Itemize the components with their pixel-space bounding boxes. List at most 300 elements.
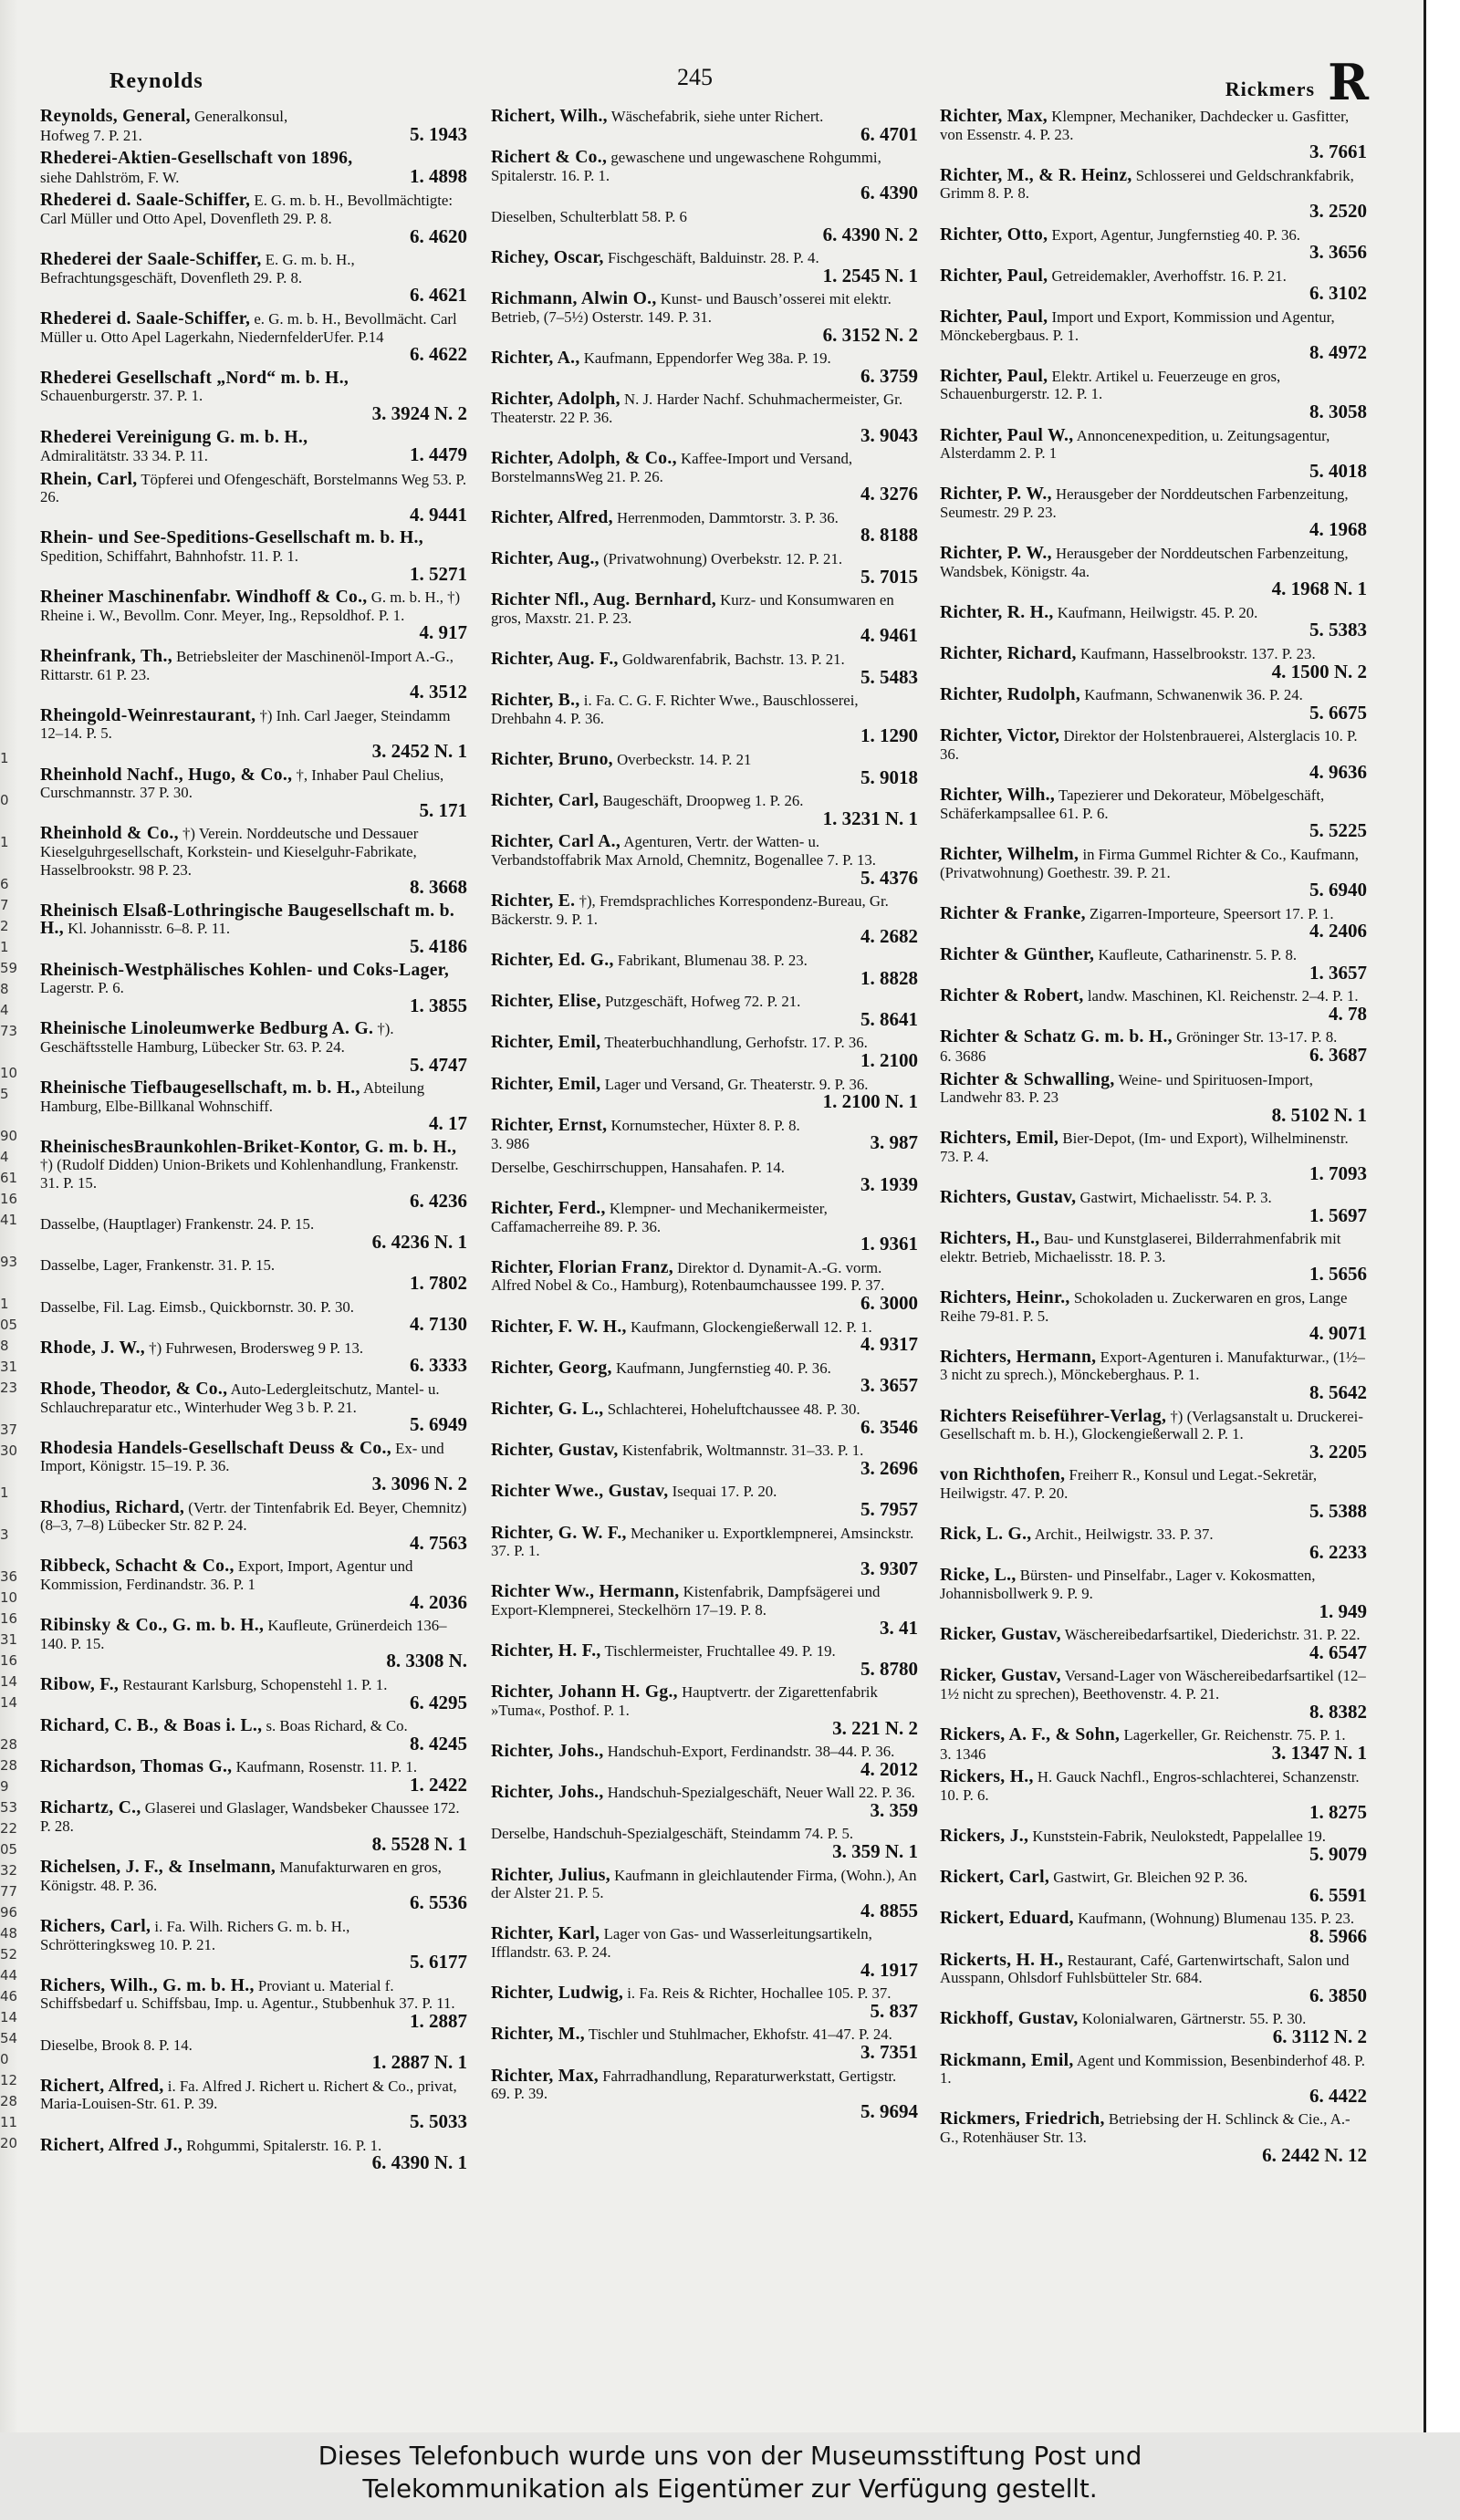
directory-entry xyxy=(40,1298,467,1334)
entry-line xyxy=(40,683,467,702)
phone-number: 6. 4622 xyxy=(410,343,467,366)
directory-entry xyxy=(40,766,467,820)
directory-entry xyxy=(491,1642,918,1678)
entry-details: e. G. m. b. H., Bevollmächt. Carl Müller u. Otto Apel Lagerkahn, NiedernfelderUfer. P.14 xyxy=(40,309,457,346)
entry-text xyxy=(40,588,467,624)
phone-number: 3. 2520 xyxy=(1309,199,1367,222)
margin-mark xyxy=(0,1713,22,1734)
entry-line xyxy=(491,1173,918,1196)
footer-notice xyxy=(0,2432,1460,2520)
margin-mark xyxy=(0,853,22,874)
entry-text xyxy=(491,1483,918,1501)
entry-details: Ex- und Import, Königstr. 15–19. P. 36. xyxy=(40,1439,444,1475)
entry-line xyxy=(491,1899,918,1921)
margin-mark: 16 xyxy=(0,1610,18,1627)
entry-text xyxy=(491,751,918,769)
phone-number: 1. 8828 xyxy=(860,966,918,989)
entry-text xyxy=(940,1130,1367,1165)
entry-text xyxy=(40,1918,467,1953)
margin-mark: 59 xyxy=(0,960,18,976)
entry-text xyxy=(940,226,1367,245)
entry-line xyxy=(940,1640,1367,1663)
entry-name: Richter, A., xyxy=(491,349,580,369)
entry-line xyxy=(940,1322,1367,1345)
entry-text xyxy=(491,550,918,568)
entry-details: †) (Rudolf Didden) Union-Brikets und Kohlenhandlung, Frankenstr. 31. P. 15. xyxy=(40,1156,459,1192)
directory-entry xyxy=(940,108,1367,161)
entry-name: Ricker, Gustav, xyxy=(940,1625,1061,1645)
listing-columns xyxy=(40,108,1372,2425)
directory-entry xyxy=(40,1557,467,1611)
phone-number: 1. 5697 xyxy=(1309,1203,1367,1226)
margin-mark: 11 xyxy=(0,2114,18,2130)
entry-name: Richert, Wilh., xyxy=(491,108,608,126)
entry-name: Richter & Schatz G. m. b. H., xyxy=(940,1027,1173,1047)
entry-text xyxy=(491,1925,918,1961)
entry-name: Reynolds, General, xyxy=(40,108,191,126)
directory-entry xyxy=(40,2077,467,2131)
entry-text xyxy=(491,1200,918,1235)
entry-name: Richter Nfl., Aug. Bernhard, xyxy=(491,590,716,610)
entry-text xyxy=(940,1828,1367,1846)
margin-mark: 28 xyxy=(0,1736,18,1753)
directory-entry xyxy=(940,1349,1367,1402)
entry-name: Richter, Ferd., xyxy=(491,1199,606,1219)
entry-name: Ricker, Gustav, xyxy=(940,1666,1061,1686)
entry-line xyxy=(40,122,467,145)
phone-number: 6. 4295 xyxy=(410,1691,467,1713)
entry-text xyxy=(940,1466,1367,1502)
entry-details: Kistenfabrik, Woltmannstr. 31–33. P. 1. xyxy=(621,1442,864,1460)
directory-entry xyxy=(491,2067,918,2121)
entry-details: Bürsten- und Pinselfabr., Lager v. Kokosmatten, Johannisbollwerk 9. P. 9. xyxy=(940,1567,1316,1602)
entry-line xyxy=(940,459,1367,482)
directory-entry xyxy=(940,2010,1367,2046)
entry-text xyxy=(40,825,467,879)
entry-text xyxy=(491,2025,918,2044)
directory-entry xyxy=(40,192,467,245)
entry-line xyxy=(40,2010,467,2032)
margin-mark: 1 xyxy=(0,939,9,955)
directory-entry xyxy=(940,1626,1367,1661)
entry-name: Richter & Franke, xyxy=(940,903,1086,923)
entry-details: Fahrradhandlung, Reparaturwerkstatt, Gertigstr. 69. P. 39. xyxy=(491,2067,897,2103)
phone-number: 6. 2442 N. 12 xyxy=(1262,2143,1367,2166)
entry-details: (Privatwohnung) Overbekstr. 12. P. 21. xyxy=(603,550,843,568)
entry-line xyxy=(40,1313,467,1336)
directory-entry xyxy=(491,1359,918,1395)
entry-details: †, Inhaber Paul Chelius, Curschmannstr. 37 P. 30. xyxy=(40,765,444,802)
entry-name: Richter, Paul, xyxy=(940,266,1048,286)
phone-number: 1. 5656 xyxy=(1309,1263,1367,1286)
entry-line xyxy=(940,1700,1367,1723)
entry-text xyxy=(940,1768,1367,1804)
entry-details: Archit., Heilwigstr. 33. P. 37. xyxy=(1034,1526,1214,1544)
entry-text xyxy=(491,2067,918,2103)
entry-name: Richter, B., xyxy=(491,691,580,711)
directory-entry xyxy=(40,588,467,642)
entry-line xyxy=(491,485,918,504)
entry-details: in Firma Gummel Richter & Co., Kaufmann, (Privatwohnung) Goethestr. 39. P. 21. xyxy=(940,845,1359,881)
margin-mark: 05 xyxy=(0,1841,18,1858)
directory-entry xyxy=(491,1825,918,1863)
margin-mark: 1 xyxy=(0,750,9,766)
entry-name: Richter, Julius, xyxy=(491,1865,610,1885)
margin-mark: 36 xyxy=(0,1568,18,1585)
phone-number: 1. 1290 xyxy=(860,724,918,747)
entry-line xyxy=(40,2109,467,2132)
directory-entry xyxy=(491,509,918,545)
entry-text xyxy=(940,368,1367,403)
entry-text xyxy=(940,1526,1367,1544)
phone-number: 3. 3096 N. 2 xyxy=(371,1472,467,1494)
entry-name: Rheinhold Nachf., Hugo, & Co., xyxy=(40,765,293,785)
phone-number: 8. 5966 xyxy=(1309,1925,1367,1948)
margin-mark xyxy=(0,1462,22,1483)
entry-details: Wäschereibedarfsartikel, Diederichstr. 31. P. 22. xyxy=(1064,1626,1361,1644)
phone-number: 1. 7093 xyxy=(1309,1162,1367,1185)
phone-number: 4. 9461 xyxy=(860,624,918,647)
entry-details: Dieselbe, Brook 8. P. 14. xyxy=(40,2036,193,2054)
entry-line xyxy=(491,925,918,948)
phone-number: 3. 9307 xyxy=(860,1557,918,1579)
entry-line xyxy=(940,1599,1367,1622)
margin-mark: 1 xyxy=(0,834,9,850)
directory-entry xyxy=(940,485,1367,539)
entry-line xyxy=(491,1497,918,1520)
margin-mark: 4 xyxy=(0,1002,9,1018)
entry-text xyxy=(940,1626,1367,1644)
entry-line xyxy=(491,1007,918,1030)
entry-name: Rhederei d. Saale-Schiffer, xyxy=(40,191,251,211)
directory-entry xyxy=(940,846,1367,900)
directory-entry xyxy=(940,727,1367,781)
entry-text xyxy=(491,390,918,426)
entry-line xyxy=(940,701,1367,724)
entry-name: Richter, Paul, xyxy=(940,366,1048,386)
phone-number: 6. 3112 N. 2 xyxy=(1272,2025,1367,2047)
margin-mark xyxy=(0,1231,22,1252)
phone-number: 4. 17 xyxy=(429,1112,467,1135)
entry-name: Richelsen, J. F., & Inselmann, xyxy=(40,1858,276,1878)
entry-line xyxy=(40,503,467,526)
entry-name: Richter, R. H., xyxy=(940,602,1054,622)
entry-details: Export, Agentur, Jungfernstieg 40. P. 36. xyxy=(1051,225,1300,244)
entry-text xyxy=(940,1189,1367,1207)
entry-text xyxy=(940,1952,1367,1987)
entry-line xyxy=(491,1374,918,1397)
entry-details: Dasselbe, Fil. Lag. Eimsb., Quickbornstr. 30. P. 30. xyxy=(40,1297,354,1316)
entry-line xyxy=(40,740,467,762)
entry-name: Rickers, H., xyxy=(940,1767,1034,1787)
directory-entry xyxy=(491,1442,918,1477)
directory-entry xyxy=(940,1909,1367,1948)
entry-details: Klempner, Mechaniker, Dachdecker u. Gasfitter, von Essenstr. 4. P. 23. xyxy=(940,108,1350,143)
entry-text xyxy=(940,1230,1367,1265)
entry-line xyxy=(40,1112,467,1135)
directory-entry xyxy=(40,1717,467,1753)
entry-text xyxy=(40,1977,467,2013)
margin-mark xyxy=(0,1105,22,1126)
entry-text xyxy=(491,450,918,485)
margin-mark xyxy=(0,1042,22,1063)
phone-number: 6. 4390 xyxy=(860,182,918,204)
margin-mark: 28 xyxy=(0,1757,18,1774)
directory-entry xyxy=(491,1583,918,1637)
margin-mark: 28 xyxy=(0,2093,18,2109)
entry-name: Richmann, Alwin O., xyxy=(491,289,657,309)
entry-name: Richter, Emil, xyxy=(491,1074,601,1094)
entry-details: Tischler und Stuhlmacher, Ekhofstr. 41–47. P. 24. xyxy=(588,2025,892,2044)
directory-entry xyxy=(940,368,1367,422)
entry-name: Richers, Wilh., G. m. b. H., xyxy=(40,1975,255,1995)
entry-details: Kaufmann, Eppendorfer Weg 38a. P. 19. xyxy=(583,349,831,368)
entry-name: Richter, Florian Franz, xyxy=(491,1257,673,1277)
phone-number: 8. 8382 xyxy=(1309,1700,1367,1723)
directory-entry xyxy=(491,1318,918,1354)
phone-number: 1. 5271 xyxy=(410,562,467,585)
entry-name: Richter, Aug. F., xyxy=(491,650,619,670)
column-2 xyxy=(491,108,918,2425)
entry-name: Richter, Wilh., xyxy=(940,786,1056,806)
entry-name: Richey, Oscar, xyxy=(491,248,604,268)
phone-number: 5. 4747 xyxy=(410,1053,467,1076)
entry-text xyxy=(40,1298,467,1317)
margin-mark: 14 xyxy=(0,2009,18,2025)
entry-details: Kunststein-Fabrik, Neulokstedt, Pappelallee 19. xyxy=(1032,1828,1326,1846)
phone-number: 3. 9043 xyxy=(860,423,918,446)
directory-entry xyxy=(40,648,467,702)
phone-number: 6. 3759 xyxy=(860,364,918,387)
phone-number: 8. 3058 xyxy=(1309,400,1367,422)
phone-number: 1. 2887 N. 1 xyxy=(371,2051,467,2074)
entry-name: Rheinische Tiefbaugesellschaft, m. b. H., xyxy=(40,1078,360,1099)
entry-name: Rickers, A. F., & Sohn, xyxy=(940,1725,1121,1745)
entry-text xyxy=(40,707,467,743)
entry-details: N. J. Harder Nachf. Schuhmachermeister, Gr. Theaterstr. 22 P. 36. xyxy=(491,390,903,426)
entry-details: Dieselben, Schulterblatt 58. P. 6 xyxy=(491,207,687,225)
phone-number: 1. 3657 xyxy=(1309,961,1367,984)
entry-details: Export, Import, Agentur und Kommission, Ferdinandstr. 36. P. 1 xyxy=(40,1557,413,1593)
phone-number: 6. 3000 xyxy=(860,1292,918,1315)
entry-line xyxy=(40,1832,467,1855)
margin-mark: 31 xyxy=(0,1359,18,1375)
entry-name: Richert, Alfred, xyxy=(40,2076,164,2096)
margin-mark: 52 xyxy=(0,1946,18,1963)
entry-details: Isequai 17. P. 20. xyxy=(672,1483,777,1501)
entry-line xyxy=(940,1984,1367,2006)
entry-details: Derselbe, Handschuh-Spezialgeschäft, Steindamm 74. P. 5. xyxy=(491,1825,854,1843)
margin-mark: 73 xyxy=(0,1023,18,1039)
phone-number: 3. 987 xyxy=(870,1131,918,1154)
entry-name: Richter, Adolph, xyxy=(491,390,620,410)
directory-entry xyxy=(40,1977,467,2031)
phone-number: 3. 7661 xyxy=(1309,141,1367,163)
entry-text xyxy=(491,1034,918,1052)
phone-number: 1. 949 xyxy=(1319,1599,1367,1622)
entry-text xyxy=(940,727,1367,763)
entry-line xyxy=(40,224,467,247)
entry-text xyxy=(40,1440,467,1475)
entry-text xyxy=(40,1717,467,1735)
entry-details: †), Fremdsprachliches Korrespondenz-Bureau, Gr. Bäckerstr. 9. P. 1. xyxy=(491,892,889,928)
directory-entry xyxy=(940,1667,1367,1721)
entry-line xyxy=(40,1652,467,1671)
phone-number: 3. 2696 xyxy=(860,1456,918,1479)
entry-line xyxy=(940,660,1367,682)
directory-entry xyxy=(491,450,918,504)
entry-line xyxy=(940,1103,1367,1126)
entry-name: Rheinhold & Co., xyxy=(40,824,179,844)
directory-entry xyxy=(40,1079,467,1133)
entry-name: Richter, Richard, xyxy=(940,644,1077,664)
entry-line xyxy=(940,341,1367,364)
entry-line xyxy=(491,184,918,203)
margin-mark: 32 xyxy=(0,1862,18,1879)
directory-entry xyxy=(940,987,1367,1023)
directory-entry xyxy=(40,902,467,956)
entry-name: Richter, Paul, xyxy=(940,307,1048,327)
entry-name: Richter, H. F., xyxy=(491,1641,601,1661)
entry-details: Kurz- und Konsumwaren en gros, Maxstr. 21. P. 23. xyxy=(491,591,894,627)
entry-text xyxy=(40,1079,467,1115)
phone-number: 5. 171 xyxy=(419,798,467,821)
entry-details: G. m. b. H., †) Rheine i. W., Bevollm. Conr. Meyer, Ing., Repsoldhof. P. 1. xyxy=(40,588,461,624)
entry-name: Richter, M., xyxy=(491,2025,585,2045)
entry-details: Töpferei und Ofengeschäft, Borstelmanns Weg 53. P. 26. xyxy=(40,470,467,506)
entry-text xyxy=(40,192,467,227)
entry-details: Restaurant Karlsburg, Schopenstehl 1. P. 1. xyxy=(122,1675,388,1693)
entry-line xyxy=(940,1499,1367,1522)
directory-entry xyxy=(940,545,1367,599)
directory-entry xyxy=(940,226,1367,262)
directory-entry xyxy=(40,1859,467,1912)
phone-number: 5. 7957 xyxy=(860,1497,918,1520)
entry-details: Import und Export, Kommission und Agentur, Mönckebergbaus. P. 1. xyxy=(940,307,1335,344)
phone-number: 6. 3687 xyxy=(1309,1043,1367,1066)
entry-text xyxy=(40,1859,467,1894)
directory-entry xyxy=(491,1683,918,1737)
directory-entry xyxy=(940,1869,1367,1904)
entry-text xyxy=(40,150,467,168)
entry-name: Richter, Georg, xyxy=(491,1358,612,1378)
entry-line xyxy=(491,665,918,688)
margin-mark: 31 xyxy=(0,1631,18,1648)
margin-mark: 8 xyxy=(0,981,9,997)
directory-entry xyxy=(40,1020,467,1074)
entry-line xyxy=(491,1798,918,1821)
entry-details: †). Geschäftsstelle Hamburg, Lübecker Str. 63. P. 24. xyxy=(40,1020,394,1056)
margin-mark: 48 xyxy=(0,1925,18,1942)
entry-line xyxy=(940,580,1367,599)
directory-entry xyxy=(40,2137,467,2172)
entry-text xyxy=(40,471,467,506)
directory-entry xyxy=(491,1200,918,1254)
entry-text xyxy=(40,1676,467,1694)
entry-name: Richter, F. W. H., xyxy=(491,1317,627,1337)
entry-line xyxy=(940,881,1367,900)
entry-name: Rhederei-Aktien-Gesellschaft von 1896, xyxy=(40,149,353,169)
directory-entry xyxy=(40,1799,467,1853)
entry-line xyxy=(40,621,467,644)
entry-line xyxy=(940,1162,1367,1185)
margin-mark: 0 xyxy=(0,2051,9,2067)
header-first-name: Reynolds xyxy=(110,69,203,93)
directory-entry xyxy=(491,1159,918,1194)
phone-number: 6. 4621 xyxy=(410,284,467,307)
phone-number: 6. 4422 xyxy=(1309,2084,1367,2107)
phone-number: 5. 6940 xyxy=(1309,879,1367,901)
directory-entry xyxy=(40,1139,467,1210)
entry-text xyxy=(491,952,918,970)
entry-line xyxy=(491,122,918,145)
directory-entry xyxy=(40,1676,467,1712)
entry-details: Bier-Depot, (Im- und Export), Wilhelminenstr. 73. P. 4. xyxy=(940,1130,1349,1165)
entry-details: E. G. m. b. H., Bevollmächtigte: Carl Müller und Otto Apel, Dovenfleth 29. P. 8. xyxy=(40,192,454,227)
entry-details: E. G. m. b. H., Befrachtungsgeschäft, Dovenfleth 29. P. 8. xyxy=(40,251,355,286)
entry-name: Rickmers, Friedrich, xyxy=(940,2109,1105,2130)
directory-entry xyxy=(940,1028,1367,1065)
phone-number: 4. 9071 xyxy=(1309,1322,1367,1345)
margin-mark: 12 xyxy=(0,2072,18,2088)
margin-mark: 23 xyxy=(0,1380,18,1396)
entry-text xyxy=(940,108,1367,143)
directory-entry xyxy=(940,1768,1367,1822)
entry-name: Richter, Max, xyxy=(491,2066,599,2086)
entry-line xyxy=(491,1657,918,1680)
entry-line xyxy=(940,1540,1367,1563)
entry-name: Richter, Johann H. Gg., xyxy=(491,1682,678,1703)
directory-entry xyxy=(940,1071,1367,1125)
directory-entry xyxy=(491,390,918,444)
entry-text xyxy=(940,1869,1367,1887)
entry-name: Richert & Co., xyxy=(491,148,608,168)
entry-name: Rhode, J. W., xyxy=(40,1338,145,1358)
directory-entry xyxy=(40,429,467,465)
entry-line-text: 6. 3686 xyxy=(940,1047,986,1065)
entry-line xyxy=(491,526,918,545)
entry-name: Rickerts, H. H., xyxy=(940,1950,1064,1970)
entry-line-text: 3. 986 xyxy=(491,1135,529,1153)
entry-line xyxy=(40,1531,467,1554)
entry-name: Richter, Karl, xyxy=(491,1924,600,1944)
entry-line xyxy=(491,1757,918,1780)
entry-text xyxy=(940,2052,1367,2088)
entry-details: Direktor der Holstenbrauerei, Alsterglacis 10. P. 36. xyxy=(940,727,1358,763)
phone-number: 4. 2012 xyxy=(860,1757,918,1780)
directory-entry xyxy=(491,1925,918,1979)
entry-text xyxy=(40,1557,467,1593)
directory-entry xyxy=(40,471,467,525)
entry-name: Richter, G. W. F., xyxy=(491,1523,627,1543)
directory-entry xyxy=(40,2036,467,2072)
entry-details: i. Fa. Wilh. Richers G. m. b. H., Schrötteringksweg 10. P. 21. xyxy=(40,1918,350,1953)
directory-entry xyxy=(491,692,918,745)
entry-details: Herausgeber der Norddeutschen Farbenzeitung, Wandsbek, Königstr. 4a. xyxy=(940,545,1349,580)
directory-entry xyxy=(491,952,918,987)
phone-number: 5. 5388 xyxy=(1309,1499,1367,1522)
entry-name: Richter, Victor, xyxy=(940,726,1060,746)
entry-details: Kaufleute, Grünerdeich 136–140. P. 15. xyxy=(40,1617,447,1652)
directory-entry xyxy=(940,167,1367,221)
entry-name: Richter, Max, xyxy=(940,108,1048,126)
entry-text xyxy=(491,1867,918,1902)
margin-mark: 1 xyxy=(0,1484,9,1501)
entry-text xyxy=(491,833,918,869)
entry-details: i. Fa. Reis & Richter, Hochallee 105. P. 37. xyxy=(627,1984,892,2003)
entry-name: Richter & Schwalling, xyxy=(940,1069,1115,1089)
entry-details: Fabrikant, Blumenau 38. P. 23. xyxy=(617,951,808,969)
